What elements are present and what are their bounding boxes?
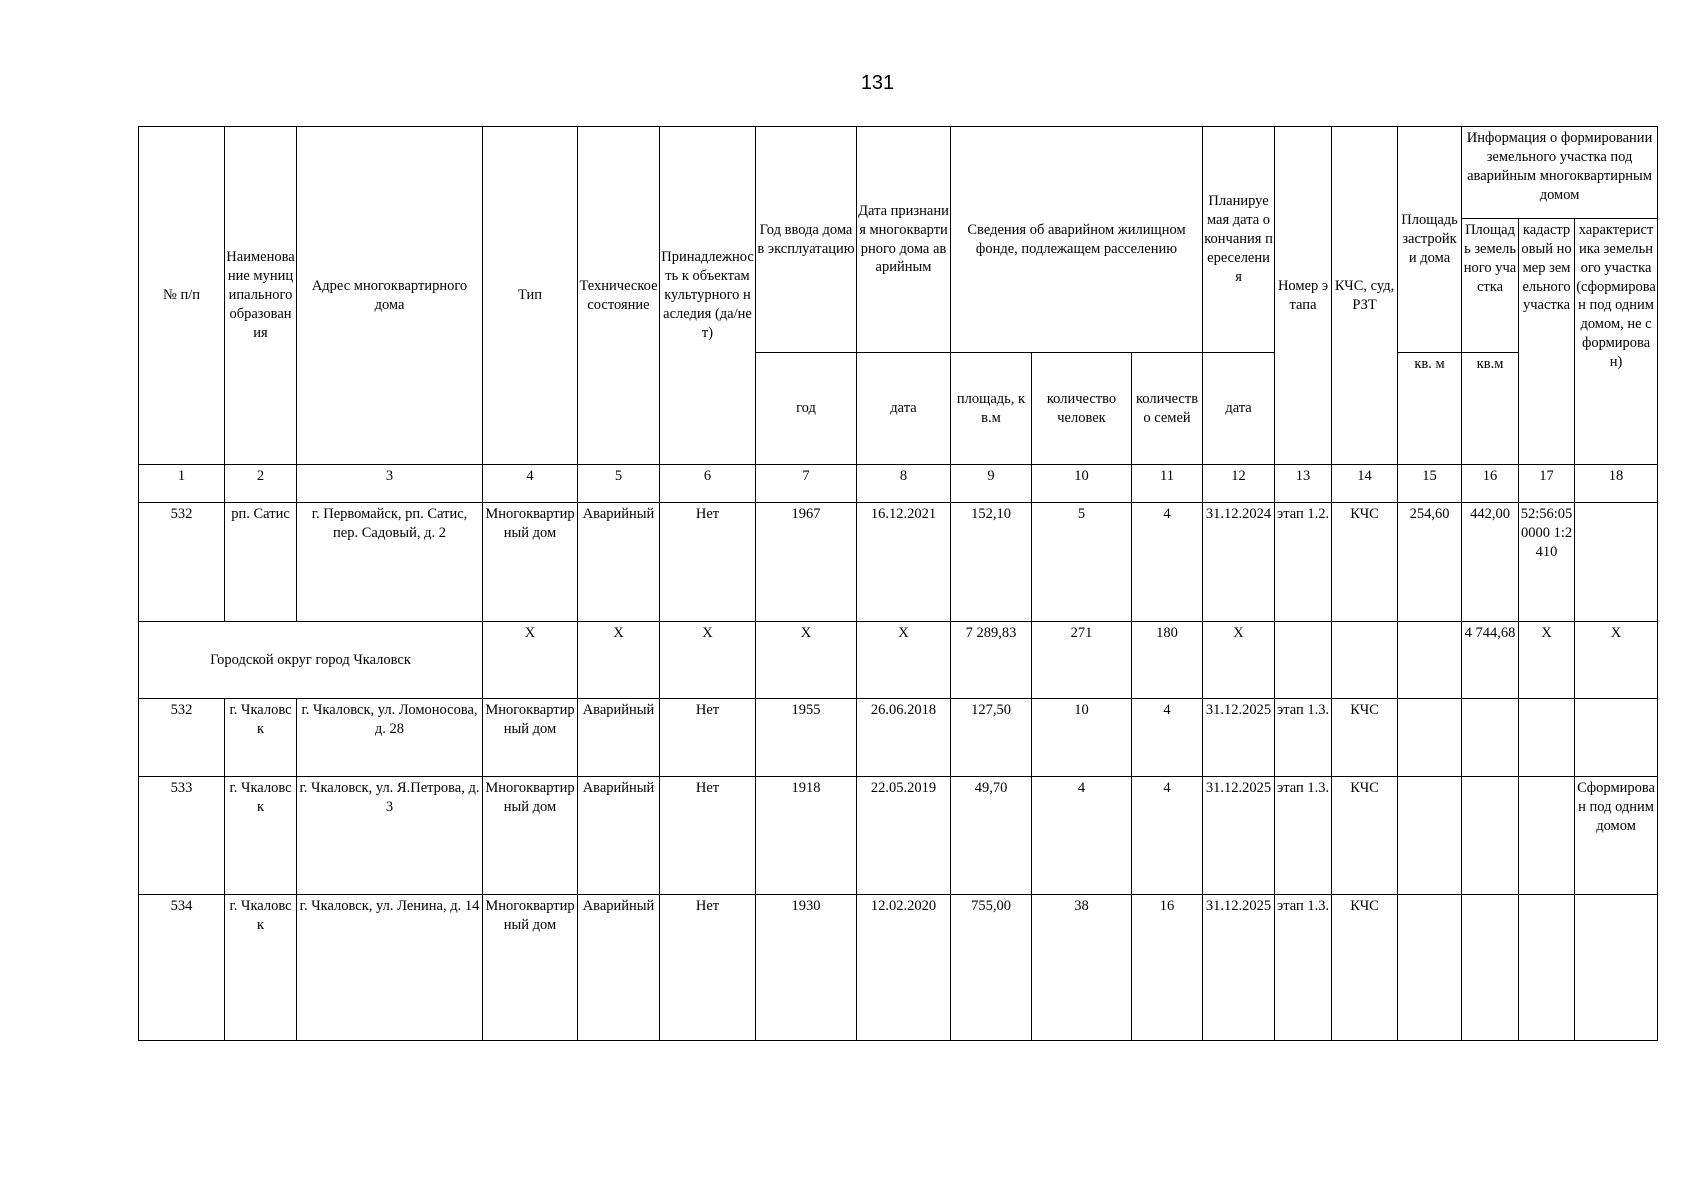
cell-emergency-date: 26.06.2018 <box>857 699 951 777</box>
col-number: 17 <box>1519 465 1575 503</box>
cell-land-area: 442,00 <box>1462 503 1519 622</box>
col-number: 3 <box>297 465 483 503</box>
column-numbers-row <box>139 465 1658 503</box>
header-land-characteristic: характеристика земельного участка (сформирован под одним домом, не сформирован) <box>1575 219 1658 465</box>
col-number: 11 <box>1132 465 1203 503</box>
header-index: № п/п <box>139 127 225 465</box>
total-cell <box>1332 622 1398 699</box>
total-cell <box>1275 622 1332 699</box>
cell-year: 1918 <box>756 777 857 895</box>
unit-people: количество человек <box>1032 353 1132 465</box>
col-number: 15 <box>1398 465 1462 503</box>
cell-emergency-date: 12.02.2020 <box>857 895 951 1041</box>
total-cell <box>1398 622 1462 699</box>
col-number: 10 <box>1032 465 1132 503</box>
cell-state: Аварийный <box>578 503 660 622</box>
col-number: 1 <box>139 465 225 503</box>
cell-planned-date: 31.12.2025 <box>1203 777 1275 895</box>
cell-index: 534 <box>139 895 225 1041</box>
cell-stage: этап 1.3. <box>1275 895 1332 1041</box>
table-row <box>139 895 1658 1041</box>
cell-planned-date: 31.12.2024 <box>1203 503 1275 622</box>
total-area: 7 289,83 <box>951 622 1032 699</box>
cell-state: Аварийный <box>578 699 660 777</box>
total-cell: X <box>1519 622 1575 699</box>
cell-planned-date: 31.12.2025 <box>1203 895 1275 1041</box>
cell-area: 152,10 <box>951 503 1032 622</box>
col-number: 13 <box>1275 465 1332 503</box>
table-row <box>139 699 1658 777</box>
total-cell: X <box>857 622 951 699</box>
unit-year: год <box>756 353 857 465</box>
cell-area: 49,70 <box>951 777 1032 895</box>
cell-land-char <box>1575 503 1658 622</box>
cell-planned-date: 31.12.2025 <box>1203 699 1275 777</box>
header-building-area: Площадь застройки дома <box>1398 127 1462 353</box>
cell-stage: этап 1.2. <box>1275 503 1332 622</box>
total-cell: X <box>483 622 578 699</box>
total-cell: X <box>578 622 660 699</box>
cell-heritage: Нет <box>660 895 756 1041</box>
cell-year: 1967 <box>756 503 857 622</box>
cell-index: 533 <box>139 777 225 895</box>
page-number: 131 <box>860 72 895 94</box>
header-tech-state: Техническое состояние <box>578 127 660 465</box>
col-number: 12 <box>1203 465 1275 503</box>
cell-address: г. Чкаловск, ул. Я.Петрова, д. 3 <box>297 777 483 895</box>
total-people: 271 <box>1032 622 1132 699</box>
cell-building-area <box>1398 699 1462 777</box>
cell-address: г. Чкаловск, ул. Ленина, д. 14 <box>297 895 483 1041</box>
cell-cadastral <box>1519 895 1575 1041</box>
header-planned-date: Планируемая дата окончания переселения <box>1203 127 1275 353</box>
table-row <box>139 503 1658 622</box>
cell-building-area <box>1398 777 1462 895</box>
header-land-info: Информация о формировании земельного участка под аварийным многоквартирным домом <box>1462 127 1658 219</box>
cell-kchs: КЧС <box>1332 503 1398 622</box>
cell-index: 532 <box>139 503 225 622</box>
col-number: 8 <box>857 465 951 503</box>
cell-state: Аварийный <box>578 895 660 1041</box>
col-number: 16 <box>1462 465 1519 503</box>
header-cadastral-number: кадастровый номер земельного участка <box>1519 219 1575 465</box>
cell-building-area <box>1398 895 1462 1041</box>
cell-type: Многоквартирный дом <box>483 503 578 622</box>
header-emergency-date: Дата признания многоквартирного дома аварийным <box>857 127 951 353</box>
cell-type: Многоквартирный дом <box>483 699 578 777</box>
col-number: 14 <box>1332 465 1398 503</box>
cell-year: 1930 <box>756 895 857 1041</box>
cell-people: 38 <box>1032 895 1132 1041</box>
cell-cadastral: 52:56:050000 1:2410 <box>1519 503 1575 622</box>
unit-land-sq-m: кв.м <box>1462 353 1519 465</box>
col-number: 18 <box>1575 465 1658 503</box>
cell-municipality: г. Чкаловск <box>225 699 297 777</box>
cell-families: 4 <box>1132 699 1203 777</box>
cell-land-char: Сформирован под одним домом <box>1575 777 1658 895</box>
unit-area: площадь, кв.м <box>951 353 1032 465</box>
cell-families: 4 <box>1132 503 1203 622</box>
total-cell: X <box>660 622 756 699</box>
cell-land-char <box>1575 699 1658 777</box>
cell-area: 127,50 <box>951 699 1032 777</box>
cell-emergency-date: 16.12.2021 <box>857 503 951 622</box>
total-cell: X <box>756 622 857 699</box>
cell-type: Многоквартирный дом <box>483 895 578 1041</box>
header-year-built: Год ввода дома в эксплуатацию <box>756 127 857 353</box>
table-row <box>139 777 1658 895</box>
cell-heritage: Нет <box>660 503 756 622</box>
cell-families: 16 <box>1132 895 1203 1041</box>
header-heritage: Принадлежность к объектам культурного наследия (да/нет) <box>660 127 756 465</box>
cell-building-area: 254,60 <box>1398 503 1462 622</box>
cell-stage: этап 1.3. <box>1275 777 1332 895</box>
cell-type: Многоквартирный дом <box>483 777 578 895</box>
cell-people: 4 <box>1032 777 1132 895</box>
col-number: 9 <box>951 465 1032 503</box>
total-cell: X <box>1203 622 1275 699</box>
cell-index: 532 <box>139 699 225 777</box>
header-type: Тип <box>483 127 578 465</box>
header-stage-number: Номер этапа <box>1275 127 1332 465</box>
cell-heritage: Нет <box>660 777 756 895</box>
total-land-area: 4 744,68 <box>1462 622 1519 699</box>
housing-registry-table <box>138 126 1658 1041</box>
header-row-top <box>139 127 1658 219</box>
cell-land-area <box>1462 777 1519 895</box>
cell-kchs: КЧС <box>1332 777 1398 895</box>
cell-cadastral <box>1519 777 1575 895</box>
unit-planned-date: дата <box>1203 353 1275 465</box>
cell-families: 4 <box>1132 777 1203 895</box>
header-address: Адрес многоквартирного дома <box>297 127 483 465</box>
cell-state: Аварийный <box>578 777 660 895</box>
col-number: 6 <box>660 465 756 503</box>
header-municipality: Наименование муниципального образования <box>225 127 297 465</box>
cell-kchs: КЧС <box>1332 895 1398 1041</box>
cell-address: г. Первомайск, рп. Сатис, пер. Садовый, д. 2 <box>297 503 483 622</box>
cell-land-area <box>1462 895 1519 1041</box>
col-number: 4 <box>483 465 578 503</box>
cell-people: 10 <box>1032 699 1132 777</box>
col-number: 7 <box>756 465 857 503</box>
cell-area: 755,00 <box>951 895 1032 1041</box>
cell-people: 5 <box>1032 503 1132 622</box>
cell-kchs: КЧС <box>1332 699 1398 777</box>
total-row <box>139 622 1658 699</box>
cell-land-area <box>1462 699 1519 777</box>
unit-sq-m: кв. м <box>1398 353 1462 465</box>
total-families: 180 <box>1132 622 1203 699</box>
cell-year: 1955 <box>756 699 857 777</box>
header-land-area: Площадь земельного участка <box>1462 219 1519 353</box>
cell-municipality: рп. Сатис <box>225 503 297 622</box>
unit-families: количество семей <box>1132 353 1203 465</box>
cell-cadastral <box>1519 699 1575 777</box>
cell-heritage: Нет <box>660 699 756 777</box>
cell-municipality: г. Чкаловск <box>225 895 297 1041</box>
cell-address: г. Чкаловск, ул. Ломоносова, д. 28 <box>297 699 483 777</box>
cell-land-char <box>1575 895 1658 1041</box>
header-emergency-fund: Сведения об аварийном жилищном фонде, подлежащем расселению <box>951 127 1203 353</box>
cell-stage: этап 1.3. <box>1275 699 1332 777</box>
col-number: 5 <box>578 465 660 503</box>
unit-date: дата <box>857 353 951 465</box>
total-municipality: Городской округ город Чкаловск <box>139 622 483 699</box>
header-kchs: КЧС, суд, РЗТ <box>1332 127 1398 465</box>
total-cell: X <box>1575 622 1658 699</box>
cell-emergency-date: 22.05.2019 <box>857 777 951 895</box>
cell-municipality: г. Чкаловск <box>225 777 297 895</box>
col-number: 2 <box>225 465 297 503</box>
